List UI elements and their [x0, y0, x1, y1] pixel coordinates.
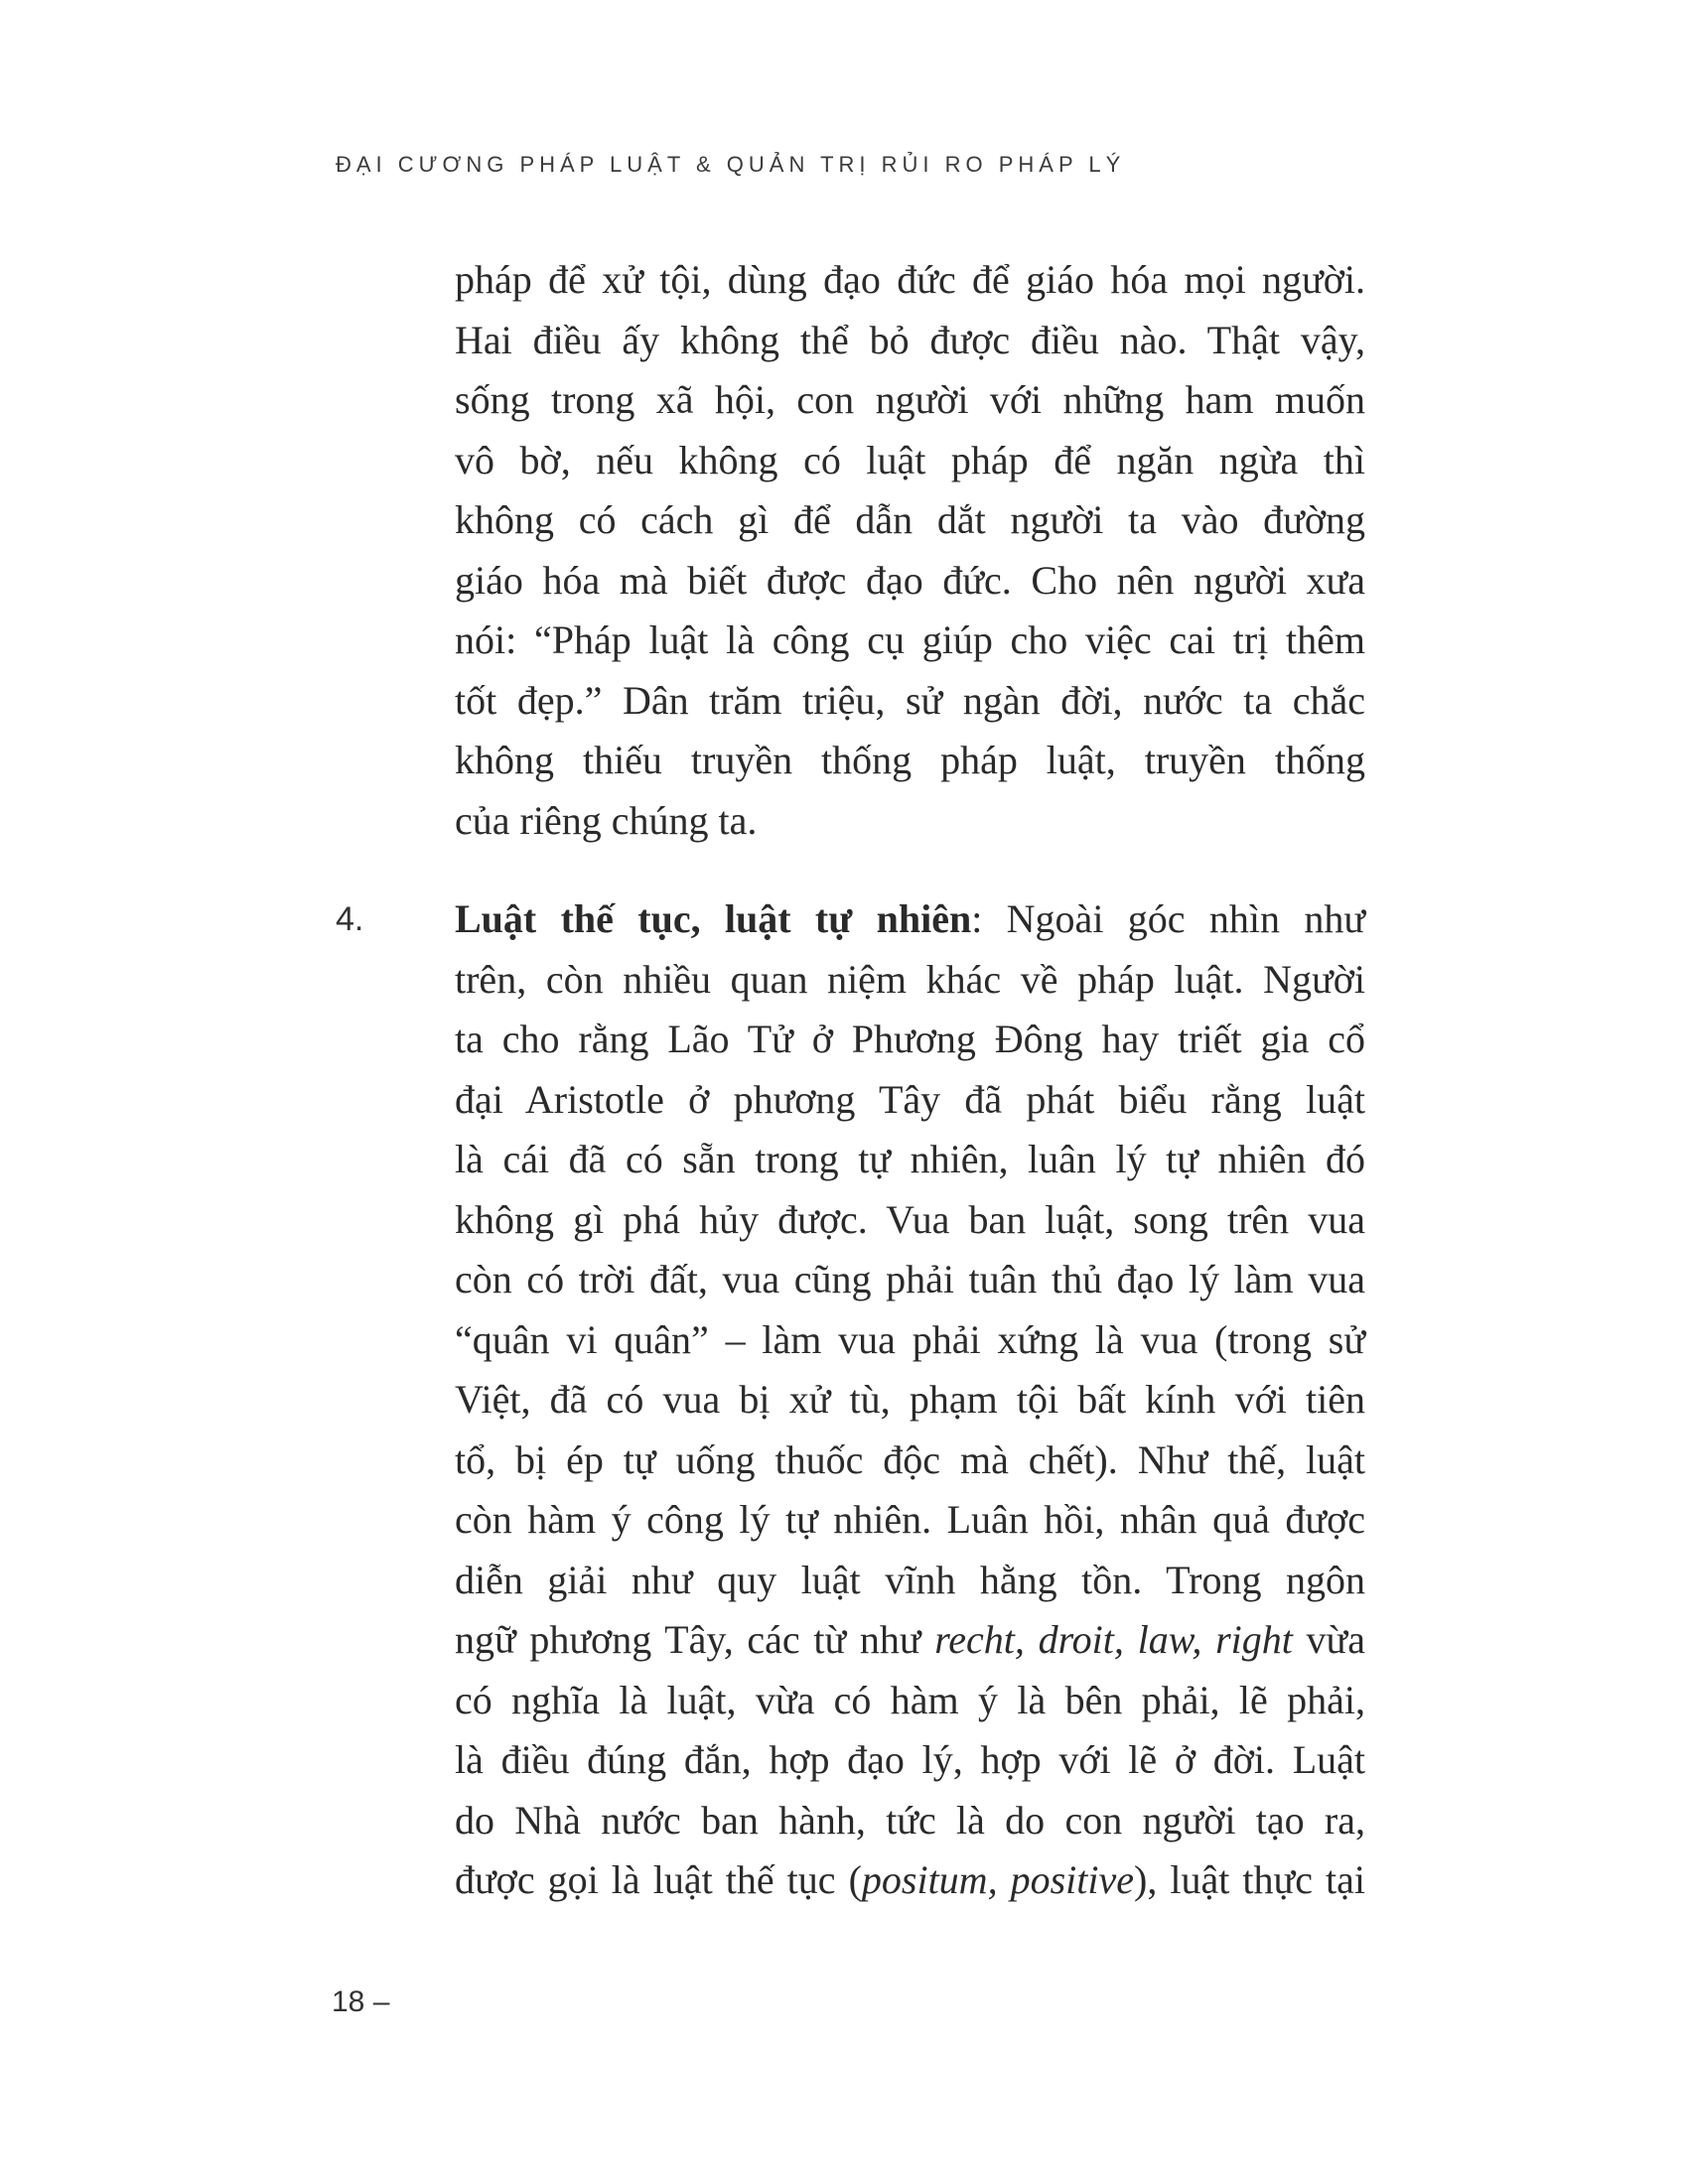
text-line: sống trong xã hội, con người với những ham muốn: [455, 377, 1365, 422]
italic-terms: recht, droit, law, right: [934, 1617, 1293, 1662]
text-line: [455, 1610, 1365, 1671]
list-item-number: 4.: [336, 900, 364, 938]
text-line: ta cho rằng Lão Tử ở Phương Đông hay triết gia cổ: [455, 1017, 1365, 1061]
text-run: được gọi là luật thế tục (: [455, 1857, 862, 1902]
list-item-4: [455, 889, 1365, 1911]
text-line: tốt đẹp.” Dân trăm triệu, sử ngàn đời, nước ta chắc: [455, 677, 1365, 723]
text-line: “quân vi quân” – làm vua phải xứng là vua (trong sử: [455, 1316, 1365, 1362]
text-line: do Nhà nước ban hành, tức là do con người tạo ra,: [455, 1797, 1365, 1843]
text-line: [455, 1850, 1365, 1911]
text-line: nói: “Pháp luật là công cụ giúp cho việc cai trị thêm: [455, 617, 1365, 662]
text-line: không thiếu truyền thống pháp luật, truyền thống: [455, 738, 1365, 782]
running-header: ĐẠI CƯƠNG PHÁP LUẬT & QUẢN TRỊ RỦI RO PHÁP LÝ: [336, 152, 1126, 177]
text-line: Việt, đã có vua bị xử tù, phạm tội bất kính với tiên: [455, 1377, 1365, 1422]
text-run: ngữ phương Tây, các từ như: [455, 1617, 935, 1662]
page-number: 18 –: [332, 1985, 390, 2018]
text-line: còn có trời đất, vua cũng phải tuân thủ đạo lý làm vua: [455, 1257, 1365, 1301]
text-run: : Ngoài góc nhìn như: [971, 896, 1366, 941]
paragraph-continuation: [455, 250, 1365, 851]
italic-terms: positum, positive: [861, 1857, 1135, 1902]
text-line: vô bờ, nếu không có luật pháp để ngăn ngừa thì: [455, 437, 1365, 482]
text-line: là cái đã có sẵn trong tự nhiên, luân lý tự nhiên đó: [455, 1137, 1365, 1181]
text-line: diễn giải như quy luật vĩnh hằng tồn. Trong ngôn: [455, 1557, 1365, 1602]
text-line: trên, còn nhiều quan niệm khác về pháp luật. Người: [455, 956, 1365, 1002]
term-heading: Luật thế tục, luật tự nhiên: [455, 896, 972, 941]
text-line: [455, 889, 1365, 950]
text-line: đại Aristotle ở phương Tây đã phát biểu rằng luật: [455, 1076, 1365, 1122]
text-line: là điều đúng đắn, hợp đạo lý, hợp với lẽ ở đời. Luật: [455, 1737, 1365, 1782]
text-line: còn hàm ý công lý tự nhiên. Luân hồi, nhân quả được: [455, 1497, 1365, 1542]
text-line: không gì phá hủy được. Vua ban luật, song trên vua: [455, 1196, 1365, 1242]
text-line: không có cách gì để dẫn dắt người ta vào đường: [455, 497, 1365, 542]
text-run: vừa: [1292, 1617, 1365, 1662]
text-line: pháp để xử tội, dùng đạo đức để giáo hóa mọi người.: [455, 257, 1365, 302]
text-line: của riêng chúng ta.: [455, 797, 758, 843]
text-line: Hai điều ấy không thể bỏ được điều nào. Thật vậy,: [455, 317, 1365, 362]
text-line: tổ, bị ép tự uống thuốc độc mà chết). Như thế, luật: [455, 1436, 1365, 1482]
text-line: có nghĩa là luật, vừa có hàm ý là bên phải, lẽ phải,: [455, 1677, 1365, 1722]
text-line: giáo hóa mà biết được đạo đức. Cho nên người xưa: [455, 557, 1365, 603]
text-run: ), luật thực tại: [1134, 1857, 1365, 1902]
